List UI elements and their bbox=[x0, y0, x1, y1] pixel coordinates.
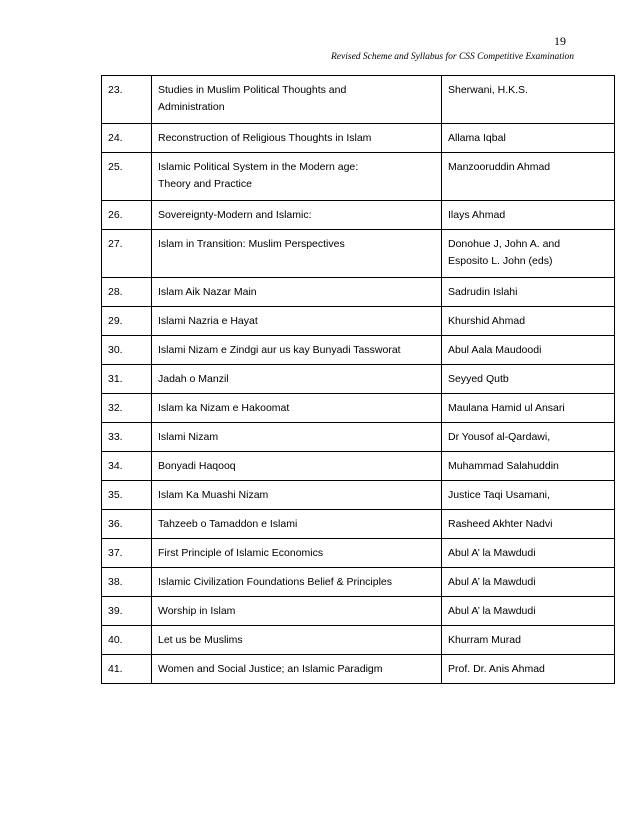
table-row bbox=[102, 394, 615, 423]
table-row bbox=[102, 153, 615, 201]
row-number: 36. bbox=[102, 510, 152, 539]
book-title-line: Let us be Muslims bbox=[158, 634, 243, 646]
book-title-cell bbox=[152, 626, 442, 655]
author-cell bbox=[442, 568, 615, 597]
book-title-line: Islam Ka Muashi Nizam bbox=[158, 489, 269, 501]
author-cell bbox=[442, 307, 615, 336]
author-line: Justice Taqi Usamani, bbox=[448, 489, 550, 501]
author-line: Manzooruddin Ahmad bbox=[448, 161, 551, 173]
table-row bbox=[102, 510, 615, 539]
book-title-cell bbox=[152, 655, 442, 684]
table-row bbox=[102, 481, 615, 510]
reading-list-table bbox=[101, 75, 615, 684]
book-title-cell bbox=[152, 230, 442, 278]
table-row bbox=[102, 201, 615, 230]
book-title-line: Worship in Islam bbox=[158, 605, 236, 617]
author-line: Maulana Hamid ul Ansari bbox=[448, 402, 565, 414]
row-number: 24. bbox=[102, 124, 152, 153]
row-number: 29. bbox=[102, 307, 152, 336]
author-line: Sadrudin Islahi bbox=[448, 286, 518, 298]
author-line: Prof. Dr. Anis Ahmad bbox=[448, 663, 545, 675]
row-number: 32. bbox=[102, 394, 152, 423]
author-cell bbox=[442, 394, 615, 423]
author-line: Rasheed Akhter Nadvi bbox=[448, 518, 553, 530]
book-title-line: First Principle of Islamic Economics bbox=[158, 547, 324, 559]
author-cell bbox=[442, 510, 615, 539]
running-header: Revised Scheme and Syllabus for CSS Competitive Examination bbox=[331, 52, 574, 62]
book-title-cell bbox=[152, 423, 442, 452]
row-number: 25. bbox=[102, 153, 152, 201]
book-title-line: Studies in Muslim Political Thoughts and bbox=[158, 84, 347, 96]
book-title-line: Bonyadi Haqooq bbox=[158, 460, 236, 472]
book-title-line: Islam Aik Nazar Main bbox=[158, 286, 257, 298]
book-title-line: Theory and Practice bbox=[158, 178, 252, 190]
book-title-cell bbox=[152, 278, 442, 307]
book-title-line: Islamic Civilization Foundations Belief & Principles bbox=[158, 576, 393, 588]
table-row bbox=[102, 597, 615, 626]
table-row bbox=[102, 539, 615, 568]
table-row bbox=[102, 230, 615, 278]
row-number: 40. bbox=[102, 626, 152, 655]
row-number: 41. bbox=[102, 655, 152, 684]
book-title-line: Islamic Political System in the Modern age: bbox=[158, 161, 359, 173]
row-number: 39. bbox=[102, 597, 152, 626]
author-line: Muhammad Salahuddin bbox=[448, 460, 559, 472]
book-title-line: Islami Nizam e Zindgi aur us kay Bunyadi Tassworat bbox=[158, 344, 401, 356]
author-line: Esposito L. John (eds) bbox=[448, 255, 553, 267]
table-row bbox=[102, 452, 615, 481]
row-number: 27. bbox=[102, 230, 152, 278]
row-number: 30. bbox=[102, 336, 152, 365]
row-number: 37. bbox=[102, 539, 152, 568]
author-cell bbox=[442, 153, 615, 201]
book-title-cell bbox=[152, 481, 442, 510]
row-number: 23. bbox=[102, 76, 152, 124]
table-row bbox=[102, 365, 615, 394]
author-line: Abul A’ la Mawdudi bbox=[448, 576, 536, 588]
book-title-cell bbox=[152, 452, 442, 481]
row-number: 26. bbox=[102, 201, 152, 230]
author-line: Ilays Ahmad bbox=[448, 209, 506, 221]
book-title-line: Women and Social Justice; an Islamic Paradigm bbox=[158, 663, 383, 675]
author-cell bbox=[442, 76, 615, 124]
author-cell bbox=[442, 423, 615, 452]
author-cell bbox=[442, 626, 615, 655]
book-title-line: Tahzeeb o Tamaddon e Islami bbox=[158, 518, 298, 530]
author-cell bbox=[442, 278, 615, 307]
author-line: Dr Yousof al-Qardawi, bbox=[448, 431, 551, 443]
author-line: Sherwani, H.K.S. bbox=[448, 84, 528, 96]
book-title-cell bbox=[152, 568, 442, 597]
page-number: 19 bbox=[554, 34, 566, 48]
book-title-cell bbox=[152, 124, 442, 153]
book-title-line: Sovereignty-Modern and Islamic: bbox=[158, 209, 312, 221]
table-row bbox=[102, 626, 615, 655]
author-cell bbox=[442, 655, 615, 684]
book-title-cell bbox=[152, 365, 442, 394]
author-cell bbox=[442, 597, 615, 626]
book-title-cell bbox=[152, 539, 442, 568]
row-number: 33. bbox=[102, 423, 152, 452]
author-cell bbox=[442, 336, 615, 365]
author-cell bbox=[442, 365, 615, 394]
row-number: 35. bbox=[102, 481, 152, 510]
book-title-line: Islami Nazria e Hayat bbox=[158, 315, 258, 327]
author-cell bbox=[442, 539, 615, 568]
book-title-cell bbox=[152, 307, 442, 336]
row-number: 31. bbox=[102, 365, 152, 394]
book-title-line: Islami Nizam bbox=[158, 431, 219, 443]
reading-list-body bbox=[102, 76, 615, 684]
author-cell bbox=[442, 201, 615, 230]
book-title-line: Jadah o Manzil bbox=[158, 373, 229, 385]
book-title-cell bbox=[152, 153, 442, 201]
table-row bbox=[102, 655, 615, 684]
book-title-cell bbox=[152, 597, 442, 626]
author-line: Seyyed Qutb bbox=[448, 373, 509, 385]
book-title-cell bbox=[152, 201, 442, 230]
table-row bbox=[102, 568, 615, 597]
author-line: Abul A’ la Mawdudi bbox=[448, 547, 536, 559]
author-cell bbox=[442, 481, 615, 510]
author-cell bbox=[442, 230, 615, 278]
book-title-cell bbox=[152, 336, 442, 365]
book-title-cell bbox=[152, 510, 442, 539]
author-line: Donohue J, John A. and bbox=[448, 238, 561, 250]
table-row bbox=[102, 76, 615, 124]
author-line: Khurram Murad bbox=[448, 634, 521, 646]
author-line: Allama Iqbal bbox=[448, 132, 506, 144]
table-row bbox=[102, 336, 615, 365]
table-row bbox=[102, 307, 615, 336]
book-title-cell bbox=[152, 76, 442, 124]
row-number: 38. bbox=[102, 568, 152, 597]
book-title-line: Islam in Transition: Muslim Perspectives bbox=[158, 238, 345, 250]
book-title-line: Administration bbox=[158, 101, 225, 113]
book-title-line: Islam ka Nizam e Hakoomat bbox=[158, 402, 290, 414]
book-title-cell bbox=[152, 394, 442, 423]
table-row bbox=[102, 278, 615, 307]
row-number: 28. bbox=[102, 278, 152, 307]
table-row bbox=[102, 423, 615, 452]
table-row bbox=[102, 124, 615, 153]
author-line: Abul A’ la Mawdudi bbox=[448, 605, 536, 617]
row-number: 34. bbox=[102, 452, 152, 481]
author-line: Khurshid Ahmad bbox=[448, 315, 526, 327]
book-title-line: Reconstruction of Religious Thoughts in Islam bbox=[158, 132, 372, 144]
author-cell bbox=[442, 124, 615, 153]
author-line: Abul Aala Maudoodi bbox=[448, 344, 542, 356]
author-cell bbox=[442, 452, 615, 481]
